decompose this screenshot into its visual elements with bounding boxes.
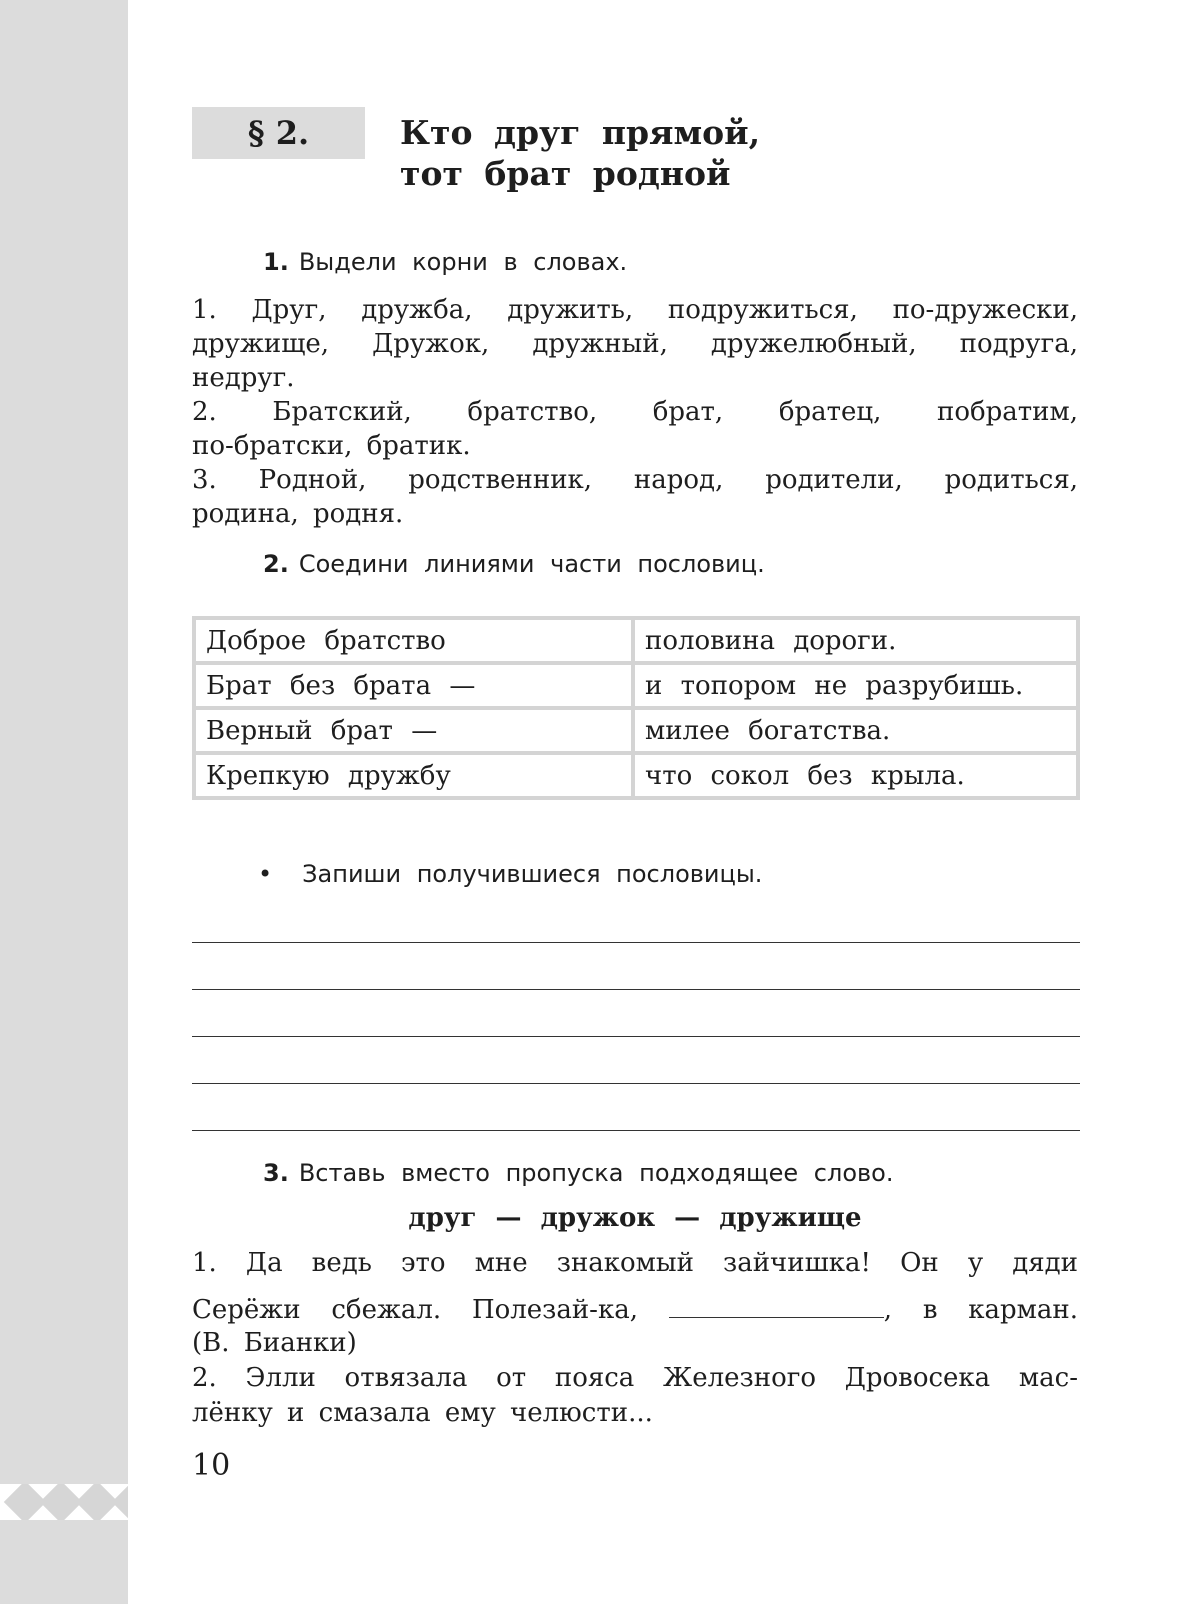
text-fragment: Серёжи сбежал. Полезай-ка, — [192, 1295, 638, 1325]
writing-line[interactable] — [192, 1036, 1080, 1037]
exercise-number: 1. — [263, 248, 289, 276]
proverb-end[interactable]: милее богатства. — [633, 708, 1078, 753]
bullet-icon: • — [258, 860, 273, 888]
proverb-table — [192, 616, 1080, 800]
proverb-start[interactable]: Брат без брата — — [194, 663, 633, 708]
text-line: 3. Родной, родственник, народ, родители, родиться, — [192, 465, 1078, 495]
proverb-end[interactable]: половина дороги. — [633, 618, 1078, 663]
text-line: по-братски, братик. — [192, 431, 471, 461]
text-fragment: , в карман. — [883, 1295, 1078, 1325]
proverb-end[interactable]: и топором не разрубишь. — [633, 663, 1078, 708]
text-line: недруг. — [192, 363, 295, 393]
exercise-number: 2. — [263, 550, 289, 578]
instruction-text: Вставь вместо пропуска подходящее слово. — [298, 1159, 894, 1187]
proverb-start[interactable]: Верный брат — — [194, 708, 633, 753]
text-line: 1. Да ведь это мне знакомый зайчишка! Он у дяди — [192, 1248, 1078, 1278]
writing-line[interactable] — [192, 989, 1080, 990]
title-line: Кто друг прямой, — [400, 113, 761, 152]
text-line: родина, родня. — [192, 499, 404, 529]
proverb-start[interactable]: Доброе братство — [194, 618, 633, 663]
section-number: § 2. — [192, 107, 365, 159]
bullet-instruction — [258, 860, 762, 888]
answer-blank[interactable] — [669, 1295, 884, 1318]
word-choices: друг — дружок — дружище — [408, 1203, 862, 1233]
diamond-ornament — [0, 1484, 128, 1520]
exercise-2-instruction — [263, 550, 765, 578]
proverb-end[interactable]: что сокол без крыла. — [633, 753, 1078, 798]
instruction-text: Соедини линиями части пословиц. — [298, 550, 765, 578]
instruction-text: Запиши получившиеся пословицы. — [302, 860, 763, 888]
proverb-start[interactable]: Крепкую дружбу — [194, 753, 633, 798]
table-row — [194, 753, 1078, 798]
page-margin-strip — [0, 0, 128, 1604]
table-row — [194, 618, 1078, 663]
section-title — [400, 112, 760, 194]
writing-line[interactable] — [192, 1083, 1080, 1084]
page-number: 10 — [192, 1448, 231, 1483]
text-line: дружище, Дружок, дружный, дружелюбный, подруга, — [192, 329, 1078, 359]
title-line: тот брат родной — [400, 154, 731, 193]
text-line: 2. Элли отвязала от пояса Железного Дровосека мас- — [192, 1363, 1078, 1393]
text-line: 1. Друг, дружба, дружить, подружиться, по-дружески, — [192, 295, 1078, 325]
exercise-3-instruction — [263, 1159, 893, 1187]
writing-line[interactable] — [192, 942, 1080, 943]
text-line-with-blank — [192, 1293, 1078, 1327]
instruction-text: Выдели корни в словах. — [298, 248, 628, 276]
table-row — [194, 708, 1078, 753]
exercise-number: 3. — [263, 1159, 289, 1187]
text-line: (В. Бианки) — [192, 1328, 357, 1358]
writing-line[interactable] — [192, 1130, 1080, 1131]
text-line: лёнку и смазала ему челюсти... — [192, 1398, 653, 1428]
text-line: 2. Братский, братство, брат, братец, побратим, — [192, 397, 1078, 427]
table-row — [194, 663, 1078, 708]
exercise-1-instruction — [263, 248, 627, 276]
